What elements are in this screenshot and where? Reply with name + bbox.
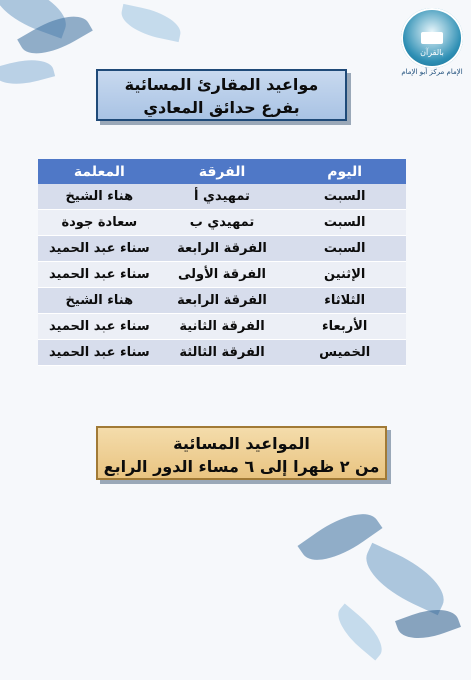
table-row [38, 288, 406, 314]
cell-group: الفرقة الأولى [178, 267, 266, 282]
table-header-row [38, 159, 406, 184]
cell-teacher: هناء الشيخ [65, 293, 134, 308]
cell-teacher: سناء عبد الحميد [49, 267, 150, 282]
column-header-day: اليوم [327, 163, 363, 180]
cell-day: الأربعاء [321, 319, 368, 334]
table-body [38, 184, 406, 366]
title-box [96, 69, 347, 121]
hours-line-2: من ٢ ظهرا إلى ٦ مساء الدور الرابع [103, 457, 380, 476]
table-row [38, 262, 406, 288]
cell-day: الخميس [319, 345, 371, 360]
cell-teacher: هناء الشيخ [65, 189, 134, 204]
column-header-teacher: المعلمة [73, 163, 125, 180]
cell-group: تمهيدي أ [194, 189, 250, 204]
cell-group: الفرقة الثالثة [179, 345, 265, 360]
book-icon [421, 32, 443, 44]
title-line-1: مواعيد المقارئ المسائية [124, 75, 319, 94]
table-row [38, 210, 406, 236]
table-row [38, 184, 406, 210]
hours-box [96, 426, 387, 480]
hours-line-1: المواعيد المسائية [173, 434, 310, 453]
leaf-decoration [329, 604, 390, 661]
title-line-2: بفرع حدائق المعادي [143, 98, 300, 117]
leaf-decoration [118, 4, 184, 42]
cell-day: السبت [323, 189, 366, 204]
cell-group: الفرقة الرابعة [177, 241, 267, 256]
cell-group: الفرقة الرابعة [177, 293, 267, 308]
cell-teacher: سناء عبد الحميد [49, 345, 150, 360]
leaf-decoration [356, 543, 454, 615]
cell-teacher: سناء عبد الحميد [49, 241, 150, 256]
cell-day: السبت [323, 241, 366, 256]
column-header-group: الفرقة [198, 163, 246, 180]
cell-teacher: سعادة جودة [61, 215, 138, 230]
cell-group: الفرقة الثانية [179, 319, 265, 334]
table-row [38, 236, 406, 262]
cell-day: الثلاثاء [324, 293, 366, 308]
cell-group: تمهيدي ب [189, 215, 255, 230]
table-row [38, 314, 406, 340]
cell-teacher: سناء عبد الحميد [49, 319, 150, 334]
cell-day: السبت [323, 215, 366, 230]
logo-text: بالقرآن [420, 48, 444, 57]
cell-day: الإثنين [324, 267, 366, 282]
organization-logo [401, 8, 463, 68]
logo-caption: الإمام مركز أبو الإمام [401, 68, 463, 76]
table-row [38, 340, 406, 366]
schedule-table [38, 159, 406, 364]
leaf-decoration [0, 53, 55, 91]
